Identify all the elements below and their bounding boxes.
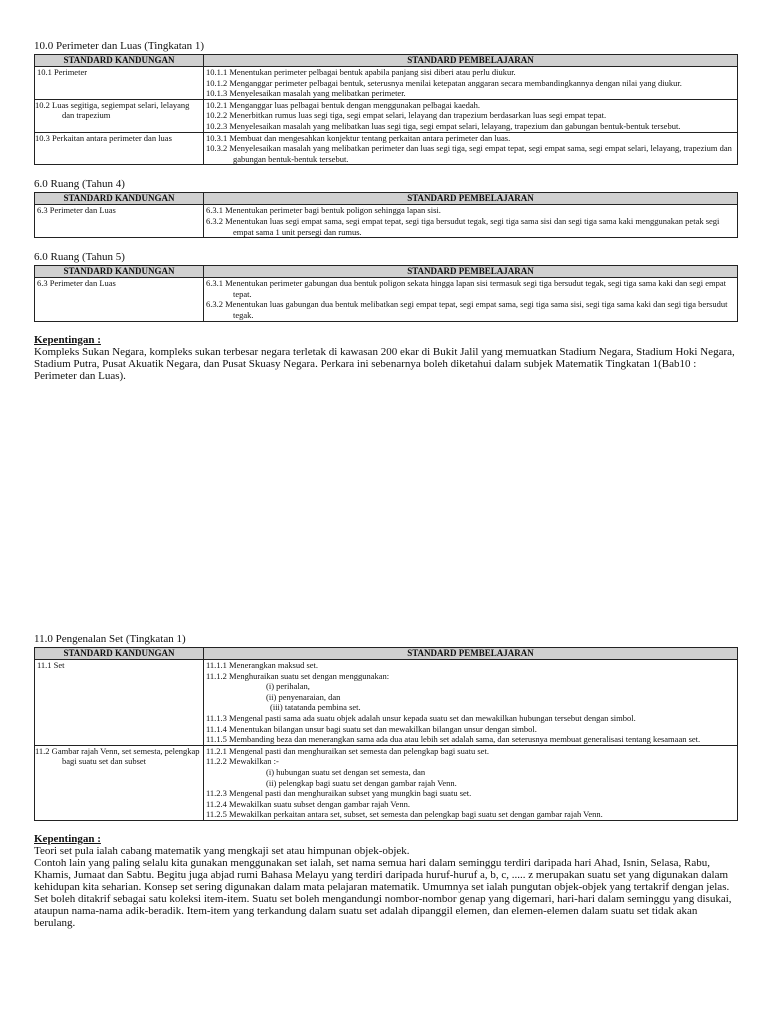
document-page [34, 40, 738, 382]
list-item: 10.1.2 Menganggar perimeter pelbagai bentuk, seterusnya menilai ketepatan anggaran secara membandingkannya dengan nilai yang diukur. [206, 77, 682, 88]
kepentingan-text: Kompleks Sukan Negara, kompleks sukan terbesar negara terletak di kawasan 200 ekar di Bukit Jalil yang memuatkan Stadium Negara, Stadium Hoki Negara, Stadium Putra, Pusat Akuatik Negara, dan Pusat Skuasy Negara. Perkara ini sebenarnya boleh diketahui dalam subjek Matematik Tingkatan 1(Bab10 : Perimeter dan Luas). [34, 345, 735, 382]
header-pembelajaran: STANDARD PEMBELAJARAN [204, 266, 738, 278]
list-item: 6.3.1 Menentukan perimeter gabungan dua bentuk poligon sekata hingga lapan sisi termasuk segi tiga bersudut tegak, segi tiga sama kaki dan segi empat tepat. [206, 278, 727, 299]
list-item: 6.3.2 Menentukan luas gabungan dua bentuk melibatkan segi empat tepat, segi empat sama, segi tiga sama sisi, segi tiga sama kaki dan segi tiga bersudut tegak. [206, 299, 728, 320]
header-pembelajaran: STANDARD PEMBELAJARAN [204, 193, 738, 205]
section-title: 10.0 Perimeter dan Luas (Tingkatan 1) [34, 40, 205, 52]
kandungan-cell: 10.1 Perimeter [35, 67, 204, 100]
pembelajaran-cell [204, 132, 738, 165]
kandungan-cell: 11.1 Set [35, 660, 204, 746]
list-item: 10.1.1 Menentukan perimeter pelbagai bentuk apabila panjang sisi diberi atau perlu diukur. [206, 67, 516, 77]
pembelajaran-cell [204, 745, 738, 820]
list-item: 11.1.2 Menghuraikan suatu set dengan menggunakan: [206, 670, 390, 681]
kepentingan-title: Kepentingan : [34, 333, 101, 346]
header-pembelajaran: STANDARD PEMBELAJARAN [204, 55, 738, 67]
kandungan-cell: 11.2 Gambar rajah Venn, set semesta, pelengkap bagi suatu set dan subset [35, 745, 204, 820]
list-item: 11.2.5 Mewakilkan perkaitan antara set, subset, set semesta dan pelengkap bagi suatu set dengan gambar rajah Venn. [206, 809, 603, 820]
list-item: 6.3.2 Menentukan luas segi empat sama, segi empat tepat, segi tiga bersudut tegak, segi tiga sama sisi dan segi tiga sama kaki menggunakan petak segi empat sama 1 unit persegi dan rumus. [206, 215, 720, 237]
section-title: 6.0 Ruang (Tahun 4) [34, 178, 125, 191]
sub-item: (ii) pelengkap bagi suatu set dengan gambar rajah Venn. [266, 777, 457, 788]
curriculum-table [34, 54, 738, 165]
sub-item: (iii) tatatanda pembina set. [270, 702, 361, 713]
kepentingan-paragraph: Contoh lain yang paling selalu kita gunakan menggunakan set ialah, set nama semua hari dalam seminggu terdiri daripada hari Ahad, Isnin, Selasa, Rabu, Khamis, Jumaat dan Sabtu. Begitu juga abjad rumi Bahasa Melayu yang terdiri daripada huruf-huruf a, b, c, ..... z merupakan suatu set yang digunakan dalam kehidupan kita seharian. Konsep set sering digunakan dalam mata pelajaran matematik. Umumnya set ialah pungutan objek-objek yang tertakrif dengan jelas. Set boleh ditakrif sebagai satu koleksi item-item. Suatu set boleh mengandungi nombor-nombor genap yang digemari, hari-hari dalam seminggu yang disukai, ataupun nama-nama adik-beradik. Item-item yang terkandung dalam suatu set adalah dipanggil elemen, dan elemen-elemen dalam suatu set tidak akan berulang. [34, 856, 732, 929]
table-row [35, 67, 738, 100]
list-item: 10.2.1 Menganggar luas pelbagai bentuk dengan menggunakan pelbagai kaedah. [206, 99, 481, 110]
table-header-row [35, 55, 738, 67]
pembelajaran-cell [204, 205, 738, 238]
pembelajaran-cell [204, 278, 738, 321]
list-item: 10.3.2 Menyelesaikan masalah yang melibatkan perimeter dan luas segi tiga, segi empat tepat, segi empat sama, segi empat selari, lelayang, trapezium dan gabungan bentuk-bentuk tersebut. [206, 143, 732, 164]
pembelajaran-cell [204, 660, 738, 746]
list-item: 11.1.1 Menerangkan maksud set. [206, 660, 319, 670]
list-item: 11.1.4 Menentukan bilangan unsur bagi suatu set dan mewakilkan bilangan unsur dengan simbol. [206, 723, 537, 734]
list-item: 6.3.1 Menentukan perimeter bagi bentuk poligon sehingga lapan sisi. [206, 205, 441, 216]
header-kandungan: STANDARD KANDUNGAN [35, 648, 204, 660]
table-row [35, 278, 738, 321]
kandungan-cell: 6.3 Perimeter dan Luas [35, 205, 204, 238]
kandungan-cell: 10.2 Luas segitiga, segiempat selari, lelayang dan trapezium [35, 99, 204, 132]
kandungan-cell: 6.3 Perimeter dan Luas [35, 278, 204, 321]
header-kandungan: STANDARD KANDUNGAN [35, 55, 204, 67]
table-row [35, 99, 738, 132]
sub-item: (i) perihalan, [266, 681, 310, 692]
list-item: 11.2.2 Mewakilkan :- [206, 756, 279, 767]
header-kandungan: STANDARD KANDUNGAN [35, 266, 204, 278]
table-row [35, 745, 738, 820]
kepentingan-text [34, 845, 738, 929]
header-pembelajaran: STANDARD PEMBELAJARAN [204, 648, 738, 660]
table-row [35, 660, 738, 746]
sub-item: (i) hubungan suatu set dengan set semesta, dan [266, 766, 426, 777]
curriculum-table [34, 192, 738, 238]
section-title: 6.0 Ruang (Tahun 5) [34, 251, 125, 264]
list-item: 11.2.3 Mengenal pasti dan menghuraikan subset yang mungkin bagi suatu set. [206, 788, 472, 799]
list-item: 11.1.3 Mengenal pasti sama ada suatu objek adalah unsur kepada suatu set dan mewakilkan hubungan tersebut dengan simbol. [206, 712, 636, 723]
section-title: 11.0 Pengenalan Set (Tingkatan 1) [34, 633, 186, 645]
list-item: 10.2.2 Menerbitkan rumus luas segi tiga, segi empat selari, lelayang dan trapezium berdasarkan luas segi empat tepat. [206, 110, 607, 121]
list-item: 10.2.3 Menyelesaikan masalah yang melibatkan luas segi tiga, segi empat selari, lelayang, trapezium dan gabungan bentuk-bentuk tersebut. [206, 120, 681, 131]
sub-item: (ii) penyenaraian, dan [266, 691, 341, 702]
kandungan-cell: 10.3 Perkaitan antara perimeter dan luas [35, 132, 204, 165]
header-kandungan: STANDARD KANDUNGAN [35, 193, 204, 205]
pembelajaran-cell [204, 99, 738, 132]
curriculum-table [34, 265, 738, 321]
list-item: 11.2.4 Mewakilkan suatu subset dengan gambar rajah Venn. [206, 798, 410, 809]
table-row [35, 132, 738, 165]
pembelajaran-cell [204, 67, 738, 100]
list-item: 10.1.3 Menyelesaikan masalah yang melibatkan perimeter. [206, 88, 406, 99]
table-header-row [35, 648, 738, 660]
list-item: 11.2.1 Mengenal pasti dan menghuraikan set semesta dan pelengkap bagi suatu set. [206, 745, 489, 756]
table-header-row [35, 193, 738, 205]
list-item: 10.3.1 Membuat dan mengesahkan konjektur tentang perkaitan antara perimeter dan luas. [206, 132, 511, 143]
list-item: 11.1.5 Membanding beza dan menerangkan sama ada dua atau lebih set adalah sama, dan seterusnya membuat generalisasi tentang kesamaan set. [206, 734, 701, 745]
curriculum-table [34, 647, 738, 821]
table-row [35, 205, 738, 238]
kepentingan-title: Kepentingan : [34, 832, 101, 845]
set-section [34, 633, 738, 929]
table-header-row [35, 266, 738, 278]
kepentingan-paragraph: Teori set pula ialah cabang matematik yang mengkaji set atau himpunan objek-objek. [34, 844, 410, 857]
